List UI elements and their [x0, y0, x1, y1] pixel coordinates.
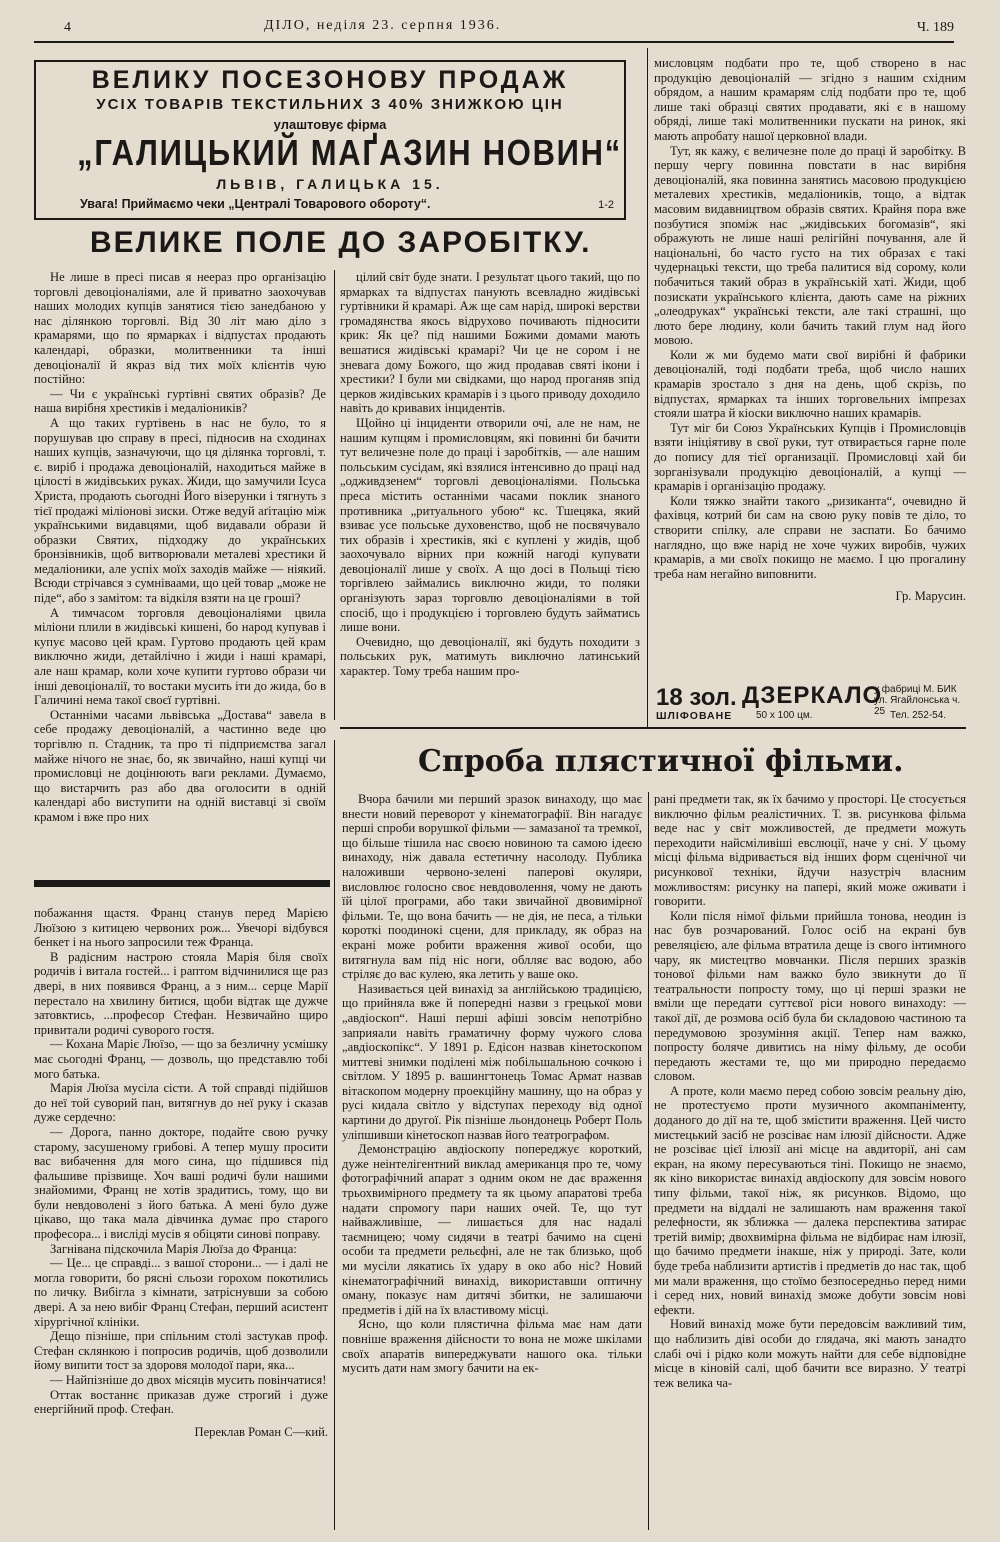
thick-separator: [34, 880, 330, 887]
paragraph: мисловцям подбати про те, щоб створено в нас продукцію девоціоналій — згідно з нашим східним обрядом, а нашим крамарям слід подбати про те, щоб лише такі образці святих продавати, які є в нашому обряді, лише такі молитвенники пускати на ринок, які мають апробату нашої церковної влади.: [654, 56, 966, 143]
ad-run-number: 1-2: [598, 199, 614, 211]
article1-title: ВЕЛИКЕ ПОЛЕ ДО ЗАРОБІТКУ.: [90, 226, 592, 259]
paragraph: Останніми часами львівська „Достава“ завела в себе продажу девоціоналій, а частинно веде цю торгівлю п. Стадник, та про ті підприємства загал майже нічого не знає, бо, як звичайно, наші купці чи промисловці не доцінюють ваги реклами. Думаємо, що вистарчить раз або два оголосити в одній календарі або виступити на одній виставці зі своїм крамом і вже про них: [34, 707, 326, 824]
paragraph: Коли тяжко знайти такого „ризиканта“, очевидно й фахівця, котрий би сам на свою руку повів те діло, то створити спілку, але справи не заспати. Бо бачимо наглядно, що вже нарід не хоче чужих виробів, чужих крамарів, а ми своїх покищо не маємо. І цю прогалину треба нам негайно виповнити.: [654, 493, 966, 581]
mirror-advertisement: [656, 682, 962, 722]
paragraph: Вчора бачили ми перший зразок винаходу, що має внести новий переворот у кінематографії. Він нагадує перші спроби ворушкої фільми — замазаної та тремкої, що більше тішила нас своєю новиною та самою ідеєю винаходу, ніж давала естетичну насолоду. Публика наложивши червоно-зелені паперові окуляри, висловлює голосно своє невдоволення, чому не дають їй цілої програми, або таки звичайної двовимірної фільми. Те, що вона бачить — не дія, не песа, а тільки короткі поодинокі сцени, для прикладу, як образ на екрані може робити враження живої особи, що витягнула вам під ніс ноги, облляє вас водою, або стріляє до вас кулею, яка летить у ваше око.: [342, 792, 642, 982]
sale-advertisement: [34, 60, 626, 220]
ad-subline: УСІХ ТОВАРІВ ТЕКСТИЛЬНИХ З 40% ЗНИЖКОЮ ЦІН: [96, 96, 564, 113]
mirror-subtitle: ШЛІФОВАНЕ: [656, 710, 733, 722]
mirror-price: 18 зол.: [656, 684, 737, 711]
paragraph: А що таких гуртівень в нас не було, то я порушував цю справу в пресі, підносив на сходинах наших купців, зазначуючи, що ця ділянка торговлі, т. є. виріб і продажа девоціоналій, находиться майже в цілості в жидівських руках. Жиди, що замучили Ісуса Христа, продають сьогодні Його візерунки і тягнуть з тієї продажі міліонові зиски. Отже ведуй аґітацію між українськими видавцями, щоб видавали образи й образки Святих, підходжу до українських бронзівників, щоб витворювали металеві хрестики й медаліоники, але успіх моїх заходів майже — ніякий. Всюди стрічався з сумніваами, що цей товар „може не піде“, або з замітом: та відкіля взяти на це гроші?: [34, 415, 326, 606]
paragraph: А проте, коли маємо перед собою зовсім реальну дію, не протестуємо проти музичного акомпаніменту, доданого до дії на те, щоб змістити враження. Цей чисто мистецький засіб не розсіває нам ілюзії дійсности. Адже не розсіває цієї ілюзії ані місце на авдиторії, ані сам екран, на якому пересуваються тіні. Покищо не знаємо, як кіно використає винахід авдіоскопу для зовсім нового типу фільми, такої ніж, як рисунков. Відомо, що предмети на віддалі не залишають нам враження такої релефности, як зближка — далека перспектива затирає третій вимір; двохвимірна фільма не відбирає нам ілюзії, що бачимо предмети інакше, ніж у природі. Зате, коли буде треба наблизити артистів і предметів до нас так, щоб ми мали враження, що стоїмо безпосередньо перед ними і серед них, новий винахід зможе добути зовсім нові ефекти.: [654, 1083, 966, 1317]
page-header: [34, 18, 954, 40]
article2-title: Спроба плястичної фільми.: [418, 744, 904, 779]
mirror-address: у фабриці М. БИК ул. Ягайлонська ч. 25: [874, 684, 961, 717]
article2-column-2: [654, 792, 966, 1532]
article1-signature: Гр. Марусин.: [895, 589, 966, 604]
column-divider: [334, 270, 335, 720]
paragraph: цілий світ буде знати. І результат цього такий, що по ярмарках та відпустах панують всевладно жидівські гуртівники й крамарі. Аж ще сам нарід, широкі верстви громадянства якось відруховo почивають підносити крик: Як це? під нашими Божими домами мають вешатися жидівські крамарі? Чи це не сором і не зневага дому Божого, що жид продавав святі ікони і хрестики? І були ми свідками, що народ проганяв зпід церков жидівських крамарів і з цього приводу доходило навіть до кривавих інцидентів.: [340, 270, 640, 416]
story-signature: Переклав Роман С—кий.: [194, 1424, 328, 1439]
paragraph: Коли після німої фільми прийшла тонова, неодин із нас був розчарований. Голос осіб на екрані був ревеляцією, але фільма втратила деще із свого інтимного чару, як мистецтво мовчанки. Після перших зразків тонової фільми нам важко було звикнути до її театральности попросту тому, що ці перші зразки не вміли ще передати суттєвої ріси нового винаходу: — такої дії, де розмова осіб була би складовою частиною та передумовою зрозуміння акції. Тепер нам важко, попросту боляче дивитись на німу фільму, де особи передають жестами те, що ми природно передаємо словом.: [654, 908, 966, 1084]
paragraph: — Чи є українські гуртівні святих образів? Де наша вирібня хрестиків і медаліоників?: [34, 386, 326, 416]
paragraph: Ясно, що коли плястична фільма має нам дати повніше враження дійсности то вона не може шкілами своїх апаратів випереджувати нашого ока. тільки мусить дати нам змогу бачити на ек-: [342, 1317, 642, 1376]
paragraph: В радісним настрою стояла Марія біля своїх родичів і витала гостей... і раптом відчинилися ще раз двері, в них появився Франц, а з ним... серце Марії перестало на хвилину битися, щоби відтак ще дужче затовктись, ...професор Стефан. Незвичайно щиро привитали родичі суворого гостя.: [34, 949, 328, 1037]
story-column: [34, 906, 328, 1506]
issue-number: Ч. 189: [916, 20, 954, 35]
mirror-title: ДЗЕРКАЛО: [742, 682, 883, 709]
paragraph: Дещо пізніше, при спільним столі застукав проф. Стефан склянкою і попросив родичів, щоб дозволили йому випити тост за здоровя молодої пари, яка...: [34, 1329, 328, 1373]
paragraph: Називається цей винахід за англійською традицією, що прийняла вже й попередні назви з грецької мови „авдіоскоп“. Наші перші афіші зовсім непотрібно заприяали навіть граматичну форму чужого слова „авдіоскопікс“. У 1891 р. Едісон назвав кінетоскопом миттеві знимки поділені між побільшальною сочкою і світлом. У 1895 р. вашингтонець Томас Армат назвав вітаскопом модерну проекційну машину, що на образ у русі кидала світло у відступах переходу від одної картини до другої. Рік пізніше льондонець Роберт Поль уліпшивши кінетоскоп назвав його театрографом.: [342, 981, 642, 1142]
paragraph: Новий винахід може бути передовсім важливий тим, що наблизить діві особи до глядача, які мають занадто слабі очі і рідко коли можуть найти для себе відповідне місце в кіновій салі, щоб бачити все виразно. У театрі теж велика ча-: [654, 1317, 966, 1390]
header-rule: [34, 41, 954, 43]
paragraph: Демонстрацію авдіоскопу попереджує короткий, дуже неінтелігентний виклад американця про те, чому фотографічний апарат з одним оком не дає враження трьохвимірного предмету та як цьому апаратові треба надати спромогу пари наших очей. Те, що тут найважливіше, — лишається для нас надалі таємницею; чому сидячи в театрі бачимо на сцені особи та предмети рельєфні, але не так близько, щоб ми мусіли лякатись їх удару в око або ніс? Новий кінематографічний винахід, використавши оптичну оману, показує нам дитячі збитки, не залишаючи предметів і дій на їх властивому місці.: [342, 1142, 642, 1317]
masthead-date: ДІЛО, неділя 23. серпня 1936.: [264, 18, 502, 33]
article1-column-1: [34, 270, 326, 855]
section-rule: [340, 727, 966, 729]
ad-firm-name: „ГАЛИЦЬКИЙ МАҐАЗИН НОВИН“: [77, 132, 622, 173]
column-divider: [647, 48, 648, 728]
paragraph: Марія Люїза мусіла сісти. А той справді підійшов до неї той суворий пан, витягнув до неї руку і сказав дуже сердечно:: [34, 1081, 328, 1125]
paragraph: рані предмети так, як їх бачимо у просторі. Це стосується виключно фільм реалістичних. Т. зв. рисункова фільма веде нас у світ можливостей, де предмети можуть переходити найсміливіші евслюції, наче у сні. У цьому місці фільма відривається від інших форм сценічної чи рисункової техніки, йдучи назустріч власним можливостям: рисунку на папері, який може оживати і говорити.: [654, 792, 966, 909]
page-number: 4: [64, 20, 71, 35]
paragraph: — Найпізніше до двох місяців мусить повінчатися!: [50, 1373, 327, 1387]
paragraph: Тут міг би Союз Українських Купців і Промисловців взяти ініціятиву в свої руки, тут отвирається гарне поле до попису для тієї организації. Промисловці хай би зорганізували продукцію девоціоналій, а купці — крамарів і організацію продажу.: [654, 420, 966, 494]
column-divider: [648, 792, 649, 1530]
paragraph: Не лише в пресі писав я неераз про організацію торговлі девоціоналіями, але й приватно заохочував наших молодих купців занятися тією занедбаною у нас ділянкою торговлі. Від 30 літ маю діло з крамарями, що по ярмарках і відпустах продають календарі, образки, молитвенники та інші девоціоналії й якраз від тих моїх клієнтів чую постійно:: [34, 270, 326, 387]
paragraph: побажання щастя. Франц станув перед Марією Люїзою з китицею червоних рож... Увечорі відбувся бенкет і на нього запросили теж Франца.: [34, 906, 328, 950]
ad-headline: ВЕЛИКУ ПОСЕЗОНОВУ ПРОДАЖ: [91, 66, 569, 94]
mirror-phone: Тел. 252-54.: [890, 710, 947, 721]
ad-notice: Увага! Приймаємо чеки „Централі Товарового обороту“.: [80, 197, 431, 211]
paragraph: Коли ж ми будемо мати свої вирібні й фабрики девоціоналій, тоді подбати треба, щоб число наших крамарів зростало з дня на день, щоб скрізь, по відпустах, ярмарках та інших торговельних імпрезах стояли шатра й кіоски виключно наших крамарів.: [654, 347, 966, 421]
paragraph: Загнівана підскочила Марія Люїза до Франца:: [50, 1241, 297, 1256]
paragraph: Щойно ці інциденти отворили очі, але не нам, не нашим купцям і промисловцям, які повинні би бачити тут величезне поле до праці і заробітків, — але нашим польським сусідам, які взялися інтенсивно до праці над „одживдзенем“ торговлі девоціоналіями. Польська преса містить останніми часами поклик знаного противника „ритуального убою“ кс. Тшецяка, який взиває усе польське духовенство, щоб не посвячувало тих образів і хрестиків, які є куплені у жидів, щоб заохочувало вірних при кожній нагоді купувати девоціоналії лише у своїх. А що досі в Польщі тією торгівлею займались виключно жиди, то поляки організують зараз торговлю девоціоналіями в той спосіб, що і продукцією і торговлею будуть займатись лише вони.: [340, 415, 640, 635]
paragraph: Оттак востаннє приказав дуже строгий і дуже енергійний проф. Стефан.: [34, 1387, 328, 1417]
paragraph: Тут, як кажу, є величезне поле до праці й заробітку. В першу чергу повинна повстати в нас вирібня девоціоналій, яка повинна занятись масовою продукцією металевих хрестиків, медаліоників, тощо, а відтак масовим видавництвом образів святих. Крайня пора вже позбутися зпоміж нас „жидівських богомазів“, які ображують не лише наші релігійні почування, але й національні, бо часто густо на тих образах є такі чудернацькі тексти, що треба палитися від сорому, коли побачиться такий образ в українській хаті. Жиди, щоб позискати українського клієнта, дають саме на ріжних „олеодруках“ українські тексти, але такі страшні, що люто бере людину, коли бачить такий глум над його мовою.: [654, 143, 966, 348]
mirror-size: 50 x 100 цм.: [756, 710, 813, 721]
paragraph: Очевидно, що девоціоналії, які будуть походити з польських рук, матимуть виключно латинський характер. Тому треба нашим про-: [340, 634, 640, 679]
article1-column-3: [654, 56, 966, 678]
ad-organizer-label: улаштовує фірма: [273, 117, 387, 132]
paragraph: — Це... це справді... з вашої сторони... — і далі не могла говорити, бо рясні сльози горохом покотились по личку. Вибігла з кімнати, затріснувши за собою двері. А за нею вибіг Франц Стефан, перший асистент хірургічної клініки.: [34, 1256, 328, 1329]
article1-column-2: [340, 270, 640, 722]
column-divider: [334, 740, 335, 1530]
article2-column-1: [342, 792, 642, 1532]
paragraph: — Дорога, панно докторе, подайте свою ручку старому, засушеному грибові. А тепер мушу просити вас вибачення для мого сина, що підшився під фальшиве прізвище. Хоч ваші родичі були нашими знайомими, Франц не хотів зрадитись, тому, що ви були невдоволені з його батька. А мені було дуже цікаво, що така мала дівчинка думає про старого професора... і висліді мусів я обіцяти синові поправу.: [34, 1124, 328, 1242]
paragraph: — Кохана Маріє Люїзо, — що за безличну усмішку має сьогодні Франц, — дозволь, що представлю тобі мого батька.: [34, 1037, 328, 1081]
paragraph: А тимчасом торговля девоціоналіями цвила міліони плили в жидівські кишені, бо народ купував і купує масово цей крам. Гуртово продають цей крам виключно жиди, детайлічно і жиди і наші крамарі, але наш крамар, коли хоче купити гуртово образи чи інші девоціоналії, то востаки мусить іти до жида, бо в Галичині нема такої своєї гуртівні.: [34, 605, 326, 708]
ad-address: ЛЬВІВ, ГАЛИЦЬКА 15.: [216, 176, 444, 192]
